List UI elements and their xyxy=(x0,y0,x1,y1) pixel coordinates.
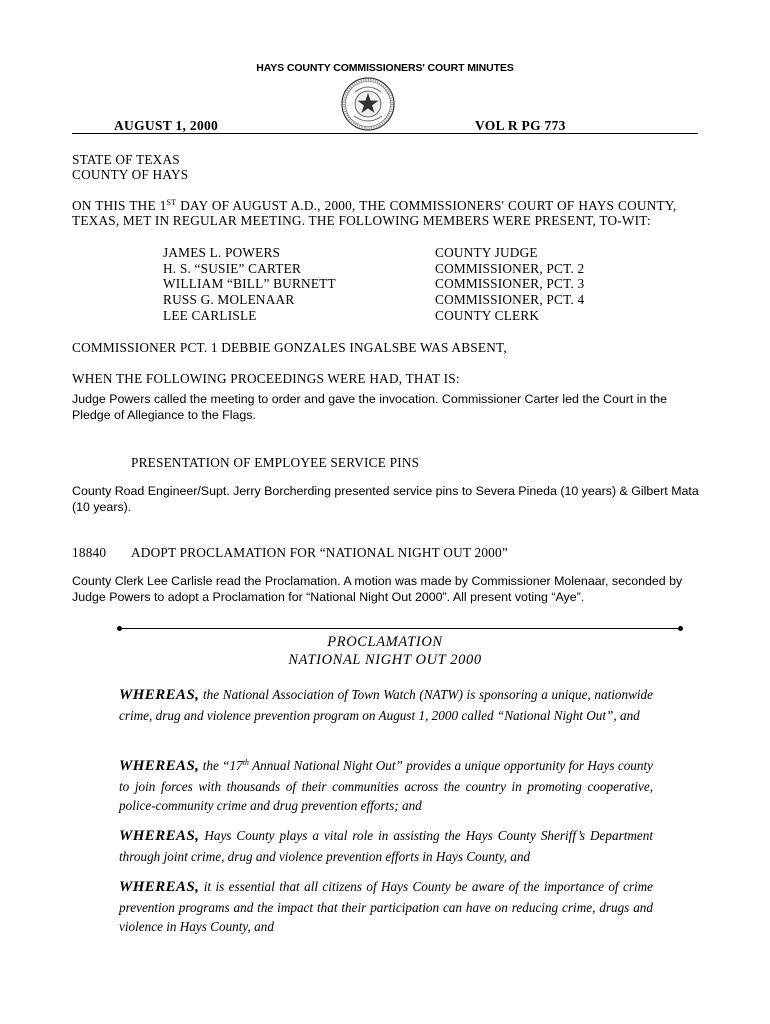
whereas-clause: WHEREAS, the National Association of Town Watch (NATW) is sponsoring a unique, nationwide crime, drug and violence prevention program on August 1, 2000 called “National Night Out”, and xyxy=(119,687,653,723)
member-row xyxy=(163,261,584,277)
agenda-item-line-1: County Clerk Lee Carlisle read the Proclamation. A motion was made by Commissioner Molenaar, seconded by xyxy=(72,574,683,588)
member-title: COMMISSIONER, PCT. 4 xyxy=(435,292,585,308)
service-pins-heading: PRESENTATION OF EMPLOYEE SERVICE PINS xyxy=(131,455,420,470)
agenda-item-line-2: Judge Powers to adopt a Proclamation for “National Night Out 2000”. All present voting “Aye”. xyxy=(72,590,585,604)
volume-page-reference: VOL R PG 773 xyxy=(475,118,566,133)
state-line: STATE OF TEXAS xyxy=(72,152,180,167)
service-pins-line-2: (10 years). xyxy=(72,500,132,514)
proclamation-divider xyxy=(119,628,681,629)
absent-notice: COMMISSIONER PCT. 1 DEBBIE GONZALES INGALSBE WAS ABSENT, xyxy=(72,340,507,355)
member-name: LEE CARLISLE xyxy=(163,307,257,323)
service-pins-line-1: County Road Engineer/Supt. Jerry Borcherding presented service pins to Severa Pineda (10 years) & Gilbert Mata xyxy=(72,484,699,498)
county-line: COUNTY OF HAYS xyxy=(72,167,189,182)
opening-line-1: ON THIS THE 1ST DAY OF AUGUST A.D., 2000, THE COMMISSIONERS' COURT OF HAYS COUNTY, xyxy=(72,198,677,213)
member-row xyxy=(163,308,584,324)
whereas-clause: WHEREAS, the “17th Annual National Night Out” provides a unique opportunity for Hays county to join forces with thousands of their communities across the country in promoting cooperative, police-community crime and drug prevention efforts; and xyxy=(119,758,654,813)
proclamation-title: PROCLAMATION xyxy=(327,634,443,650)
member-name: JAMES L. POWERS xyxy=(163,245,281,260)
proceedings-line: WHEN THE FOLLOWING PROCEEDINGS WERE HAD, THAT IS: xyxy=(72,371,460,386)
proclamation-subtitle: NATIONAL NIGHT OUT 2000 xyxy=(288,652,482,668)
member-title: COMMISSIONER, PCT. 3 xyxy=(435,276,585,292)
opening-line-2: TEXAS, MET IN REGULAR MEETING. THE FOLLOWING MEMBERS WERE PRESENT, TO-WIT: xyxy=(72,213,651,228)
rule-endpoint xyxy=(678,626,683,631)
member-row xyxy=(163,245,584,261)
whereas-clause: WHEREAS, it is essential that all citizens of Hays County be aware of the importance of crime prevention programs and the impact that their participation can have on reducing crime, drugs and violence in Hays County, and xyxy=(119,879,654,934)
member-row xyxy=(163,276,584,292)
member-name: WILLIAM “BILL” BURNETT xyxy=(163,276,336,292)
member-row xyxy=(163,292,584,308)
members-present-list xyxy=(163,245,584,324)
member-title: COMMISSIONER, PCT. 2 xyxy=(435,260,585,276)
minutes-date: AUGUST 1, 2000 xyxy=(114,118,219,133)
header-divider xyxy=(72,133,698,134)
agenda-item-heading: ADOPT PROCLAMATION FOR “NATIONAL NIGHT OUT 2000” xyxy=(131,545,508,560)
invocation-line-1: Judge Powers called the meeting to order and gave the invocation. Commissioner Carter led the Court in the xyxy=(72,392,668,406)
document-header-title: HAYS COUNTY COMMISSIONERS' COURT MINUTES xyxy=(256,62,514,74)
member-title: COUNTY CLERK xyxy=(435,307,540,323)
member-title: COUNTY JUDGE xyxy=(435,245,538,260)
invocation-line-2: Pledge of Allegiance to the Flags. xyxy=(72,408,256,422)
whereas-clause: WHEREAS, Hays County plays a vital role in assisting the Hays County Sheriff’s Department through joint crime, drug and violence prevention efforts in Hays County, and xyxy=(119,828,654,864)
member-name: H. S. “SUSIE” CARTER xyxy=(163,260,302,276)
county-seal-icon xyxy=(340,76,396,132)
member-name: RUSS G. MOLENAAR xyxy=(163,292,295,308)
agenda-item-number: 18840 xyxy=(72,545,107,560)
